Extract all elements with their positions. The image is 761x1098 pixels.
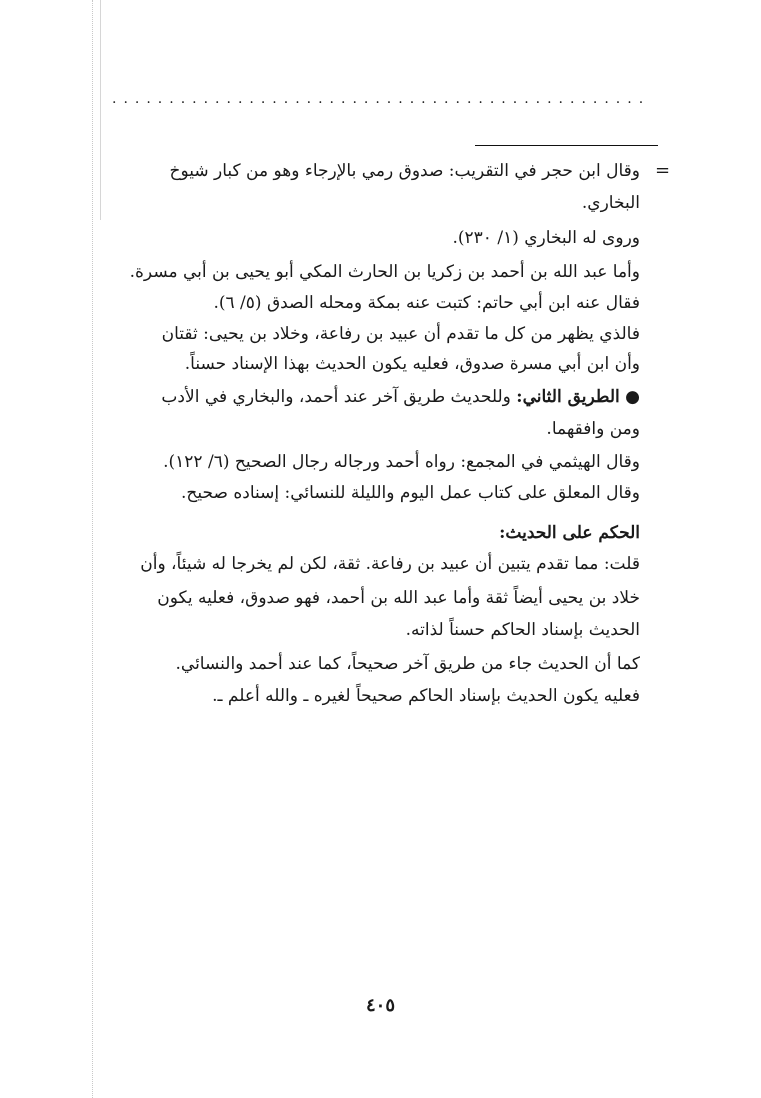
text-line: وقال ابن حجر في التقريب: صدوق رمي بالإرجاء وهو من كبار شيوخ [169, 161, 640, 181]
second-path-label: الطريق الثاني: [516, 387, 620, 407]
text-line: فقال عنه ابن أبي حاتم: كتبت عنه بمكة ومحله الصدق (٥/ ٦). [213, 293, 640, 313]
page-number: ٤٠٥ [365, 995, 395, 1016]
text-line: وروى له البخاري (١/ ٢٣٠). [452, 228, 640, 248]
text-line: قلت: مما تقدم يتبين أن عبيد بن رفاعة. ثقة، لكن لم يخرجا له شيئاً، وأن [140, 554, 640, 574]
bullet-icon: ● [625, 387, 640, 407]
left-margin-rule [92, 0, 94, 1098]
text-line: فالذي يظهر من كل ما تقدم أن عبيد بن رفاعة، وخلاد بن يحيى: ثقتان [161, 324, 640, 344]
text-line: وقال المعلق على كتاب عمل اليوم والليلة للنسائي: إسناده صحيح. [181, 483, 640, 503]
text-line: ومن وافقهما. [546, 419, 640, 439]
text-line: الحديث بإسناد الحاكم حسناً لذاته. [405, 620, 640, 640]
text-line: البخاري. [581, 193, 640, 213]
text-line: وأما عبد الله بن أحمد بن زكريا بن الحارث المكي أبو يحيى بن أبي مسرة. [129, 262, 640, 282]
section-heading: الحكم على الحديث: [499, 523, 640, 543]
second-path-text: وللحديث طريق آخر عند أحمد، والبخاري في الأدب [161, 387, 511, 407]
text-line: وأن ابن أبي مسرة صدوق، فعليه يكون الحديث بهذا الإسناد حسناً. [184, 354, 640, 374]
left-binding-line [100, 0, 102, 220]
text-line: فعليه يكون الحديث بإسناد الحاكم صحيحاً لغيره ـ والله أعلم ـ. [212, 686, 640, 706]
dotted-separator: ............................................... [112, 91, 651, 107]
text-line: كما أن الحديث جاء من طريق آخر صحيحاً، كما عند أحمد والنسائي. [175, 654, 640, 674]
text-line: خلاد بن يحيى أيضاً ثقة وأما عبد الله بن أحمد، فهو صدوق، فعليه يكون [157, 588, 640, 608]
footnote-rule [475, 145, 658, 146]
text-line: وقال الهيثمي في المجمع: رواه أحمد ورجاله رجال الصحيح (٦/ ١٢٢). [163, 452, 640, 472]
second-path-line [108, 381, 640, 413]
continuation-marker: = [655, 160, 671, 181]
